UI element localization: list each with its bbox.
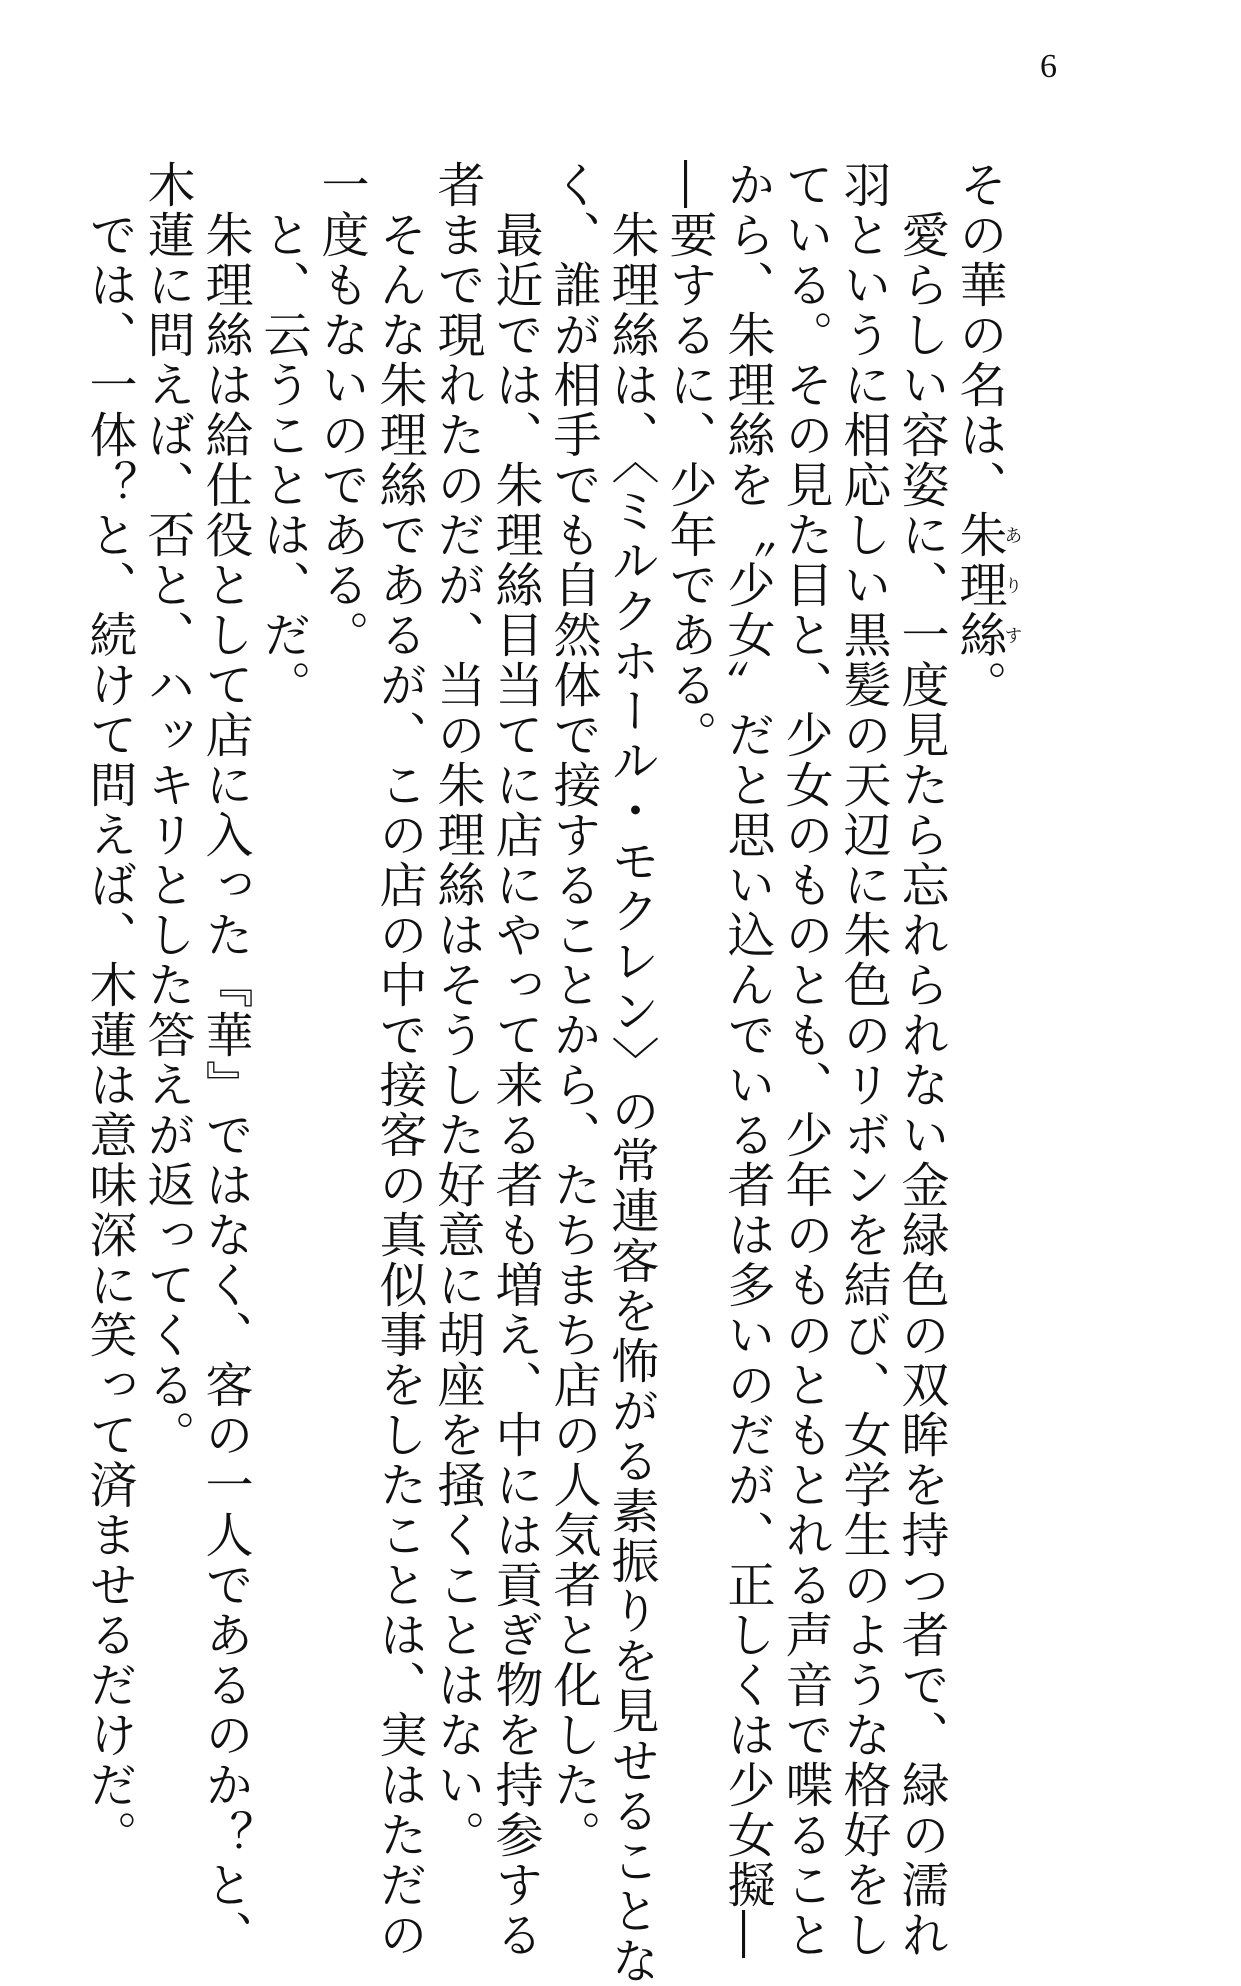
text-column-9: 最近では、朱理絲目当てに店にやって来る者も増え、中には貢ぎ物を持参する <box>487 160 543 1960</box>
text-column-7: 朱理絲は、〈ミルクホール・モクレン〉の常連客を怖がる素振りを見せることな <box>603 160 659 1986</box>
text-column-10: 者まで現れたのだが、当の朱理絲はそうした好意に胡座を掻くことはない。 <box>429 160 485 1860</box>
ruby-reading: ありす <box>1001 510 1023 660</box>
text-column-2: 愛らしい容姿に、一度見たら忘れられない金緑色の双眸を持つ者で、緑の濡れ <box>893 160 949 1960</box>
text-column-4: ている。その見た目と、少女のものとも、少年のものともとれる声音で喋ること <box>777 160 833 1960</box>
text-column-11: そんな朱理絲であるが、この店の中で接客の真似事をしたことは、実はただの <box>371 160 427 1960</box>
text-column-8: く、誰が相手でも自然体で接することから、たちまち店の人気者と化した。 <box>545 160 601 1860</box>
text-column-14: 朱理絲は給仕役として店に入った『華』ではなく、客の一人であるのか？と、 <box>197 160 253 1960</box>
column-1-tail: 。 <box>951 660 1007 710</box>
body-text <box>80 160 1023 1986</box>
ruby-base: 朱理絲 <box>951 510 1007 660</box>
text-column-1 <box>950 160 1021 1660</box>
text-column-12: 一度もないのである。 <box>313 160 369 660</box>
text-column-6: ―要するに、少年である。 <box>661 160 717 760</box>
page-number: 6 <box>1040 48 1057 85</box>
text-column-13: と、云うことは、だ。 <box>255 160 311 710</box>
text-column-15: 木蓮に問えば、否と、ハッキリとした答えが返ってくる。 <box>139 160 195 1460</box>
text-column-16: では、一体？と、続けて問えば、木蓮は意味深に笑って済ませるだけだ。 <box>81 160 137 1860</box>
ruby-name <box>951 510 1023 660</box>
column-1-lead: その華の名は、 <box>951 160 1007 510</box>
text-column-5: から、朱理絲を〝少女〟だと思い込んでいる者は多いのだが、正しくは少女擬― <box>719 160 775 1960</box>
text-column-3: 羽というに相応しい黒髪の天辺に朱色のリボンを結び、女学生のような格好をし <box>835 160 891 1960</box>
